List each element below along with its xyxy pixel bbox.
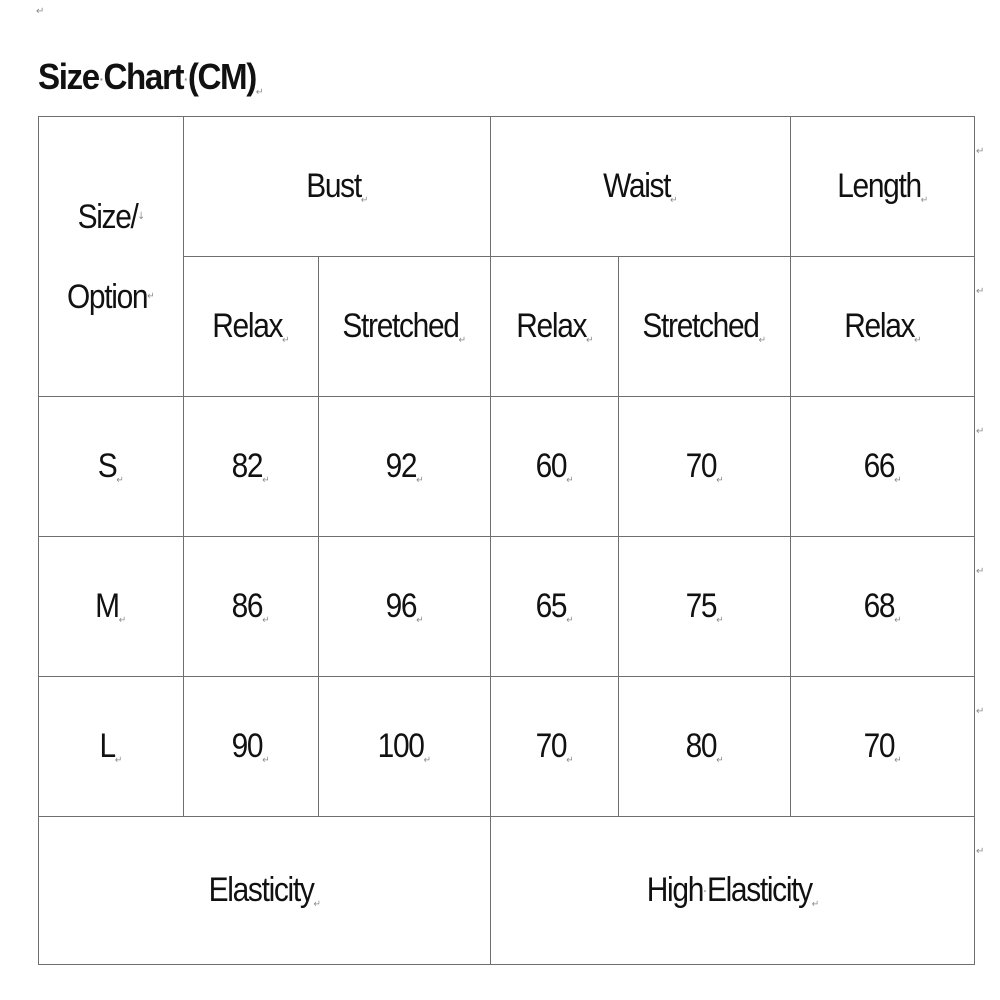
value-cell: 96↵ (319, 537, 491, 677)
size-cell: S↵ (39, 397, 184, 537)
size-option-line2: Option↵ (67, 277, 155, 316)
value-cell: 65↵ (491, 537, 619, 677)
elasticity-row (39, 817, 975, 965)
value-cell: 86↵ (184, 537, 319, 677)
group-header-waist: Waist↵ (491, 117, 791, 257)
paragraph-mark: ↵ (36, 6, 45, 17)
value-cell: 92↵ (319, 397, 491, 537)
value-cell: 70↵ (619, 397, 791, 537)
value-cell: 100↵ (319, 677, 491, 817)
row-end-mark: ↵ (976, 426, 985, 437)
subheader-cell: Relax↵ (491, 257, 619, 397)
row-end-mark: ↵ (976, 146, 985, 157)
value-cell: 80↵ (619, 677, 791, 817)
table-row (39, 537, 975, 677)
subheader-cell: Relax↵ (184, 257, 319, 397)
row-end-mark: ↵ (976, 566, 985, 577)
title-word-size: Size (38, 56, 99, 97)
title-word-unit: (CM) (187, 56, 256, 97)
value-cell: 70↵ (791, 677, 975, 817)
header-row-groups (39, 117, 975, 257)
group-header-length: Length↵ (791, 117, 975, 257)
table-row (39, 397, 975, 537)
elasticity-value: High·Elasticity↵ (491, 817, 975, 965)
elasticity-label: Elasticity↵ (39, 817, 491, 965)
page-title (38, 56, 264, 98)
size-chart-table (38, 116, 975, 965)
value-cell: 60↵ (491, 397, 619, 537)
subheader-cell: Stretched↵ (319, 257, 491, 397)
paragraph-mark: ↵ (255, 87, 264, 98)
value-cell: 68↵ (791, 537, 975, 677)
value-cell: 82↵ (184, 397, 319, 537)
value-cell: 70↵ (491, 677, 619, 817)
size-cell: M↵ (39, 537, 184, 677)
value-cell: 75↵ (619, 537, 791, 677)
size-option-line1: Size/↓ (77, 197, 145, 236)
size-option-header (39, 117, 184, 397)
row-end-mark: ↵ (976, 846, 985, 857)
value-cell: 66↵ (791, 397, 975, 537)
title-word-chart: Chart (103, 56, 184, 97)
group-header-bust: Bust↵ (184, 117, 491, 257)
subheader-cell: Stretched↵ (619, 257, 791, 397)
row-end-mark: ↵ (976, 286, 985, 297)
value-cell: 90↵ (184, 677, 319, 817)
space-mark: · (184, 71, 187, 88)
space-mark: · (99, 71, 103, 88)
row-end-mark: ↵ (976, 706, 985, 717)
size-cell: L↵ (39, 677, 184, 817)
subheader-cell: Relax↵ (791, 257, 975, 397)
table-row (39, 677, 975, 817)
